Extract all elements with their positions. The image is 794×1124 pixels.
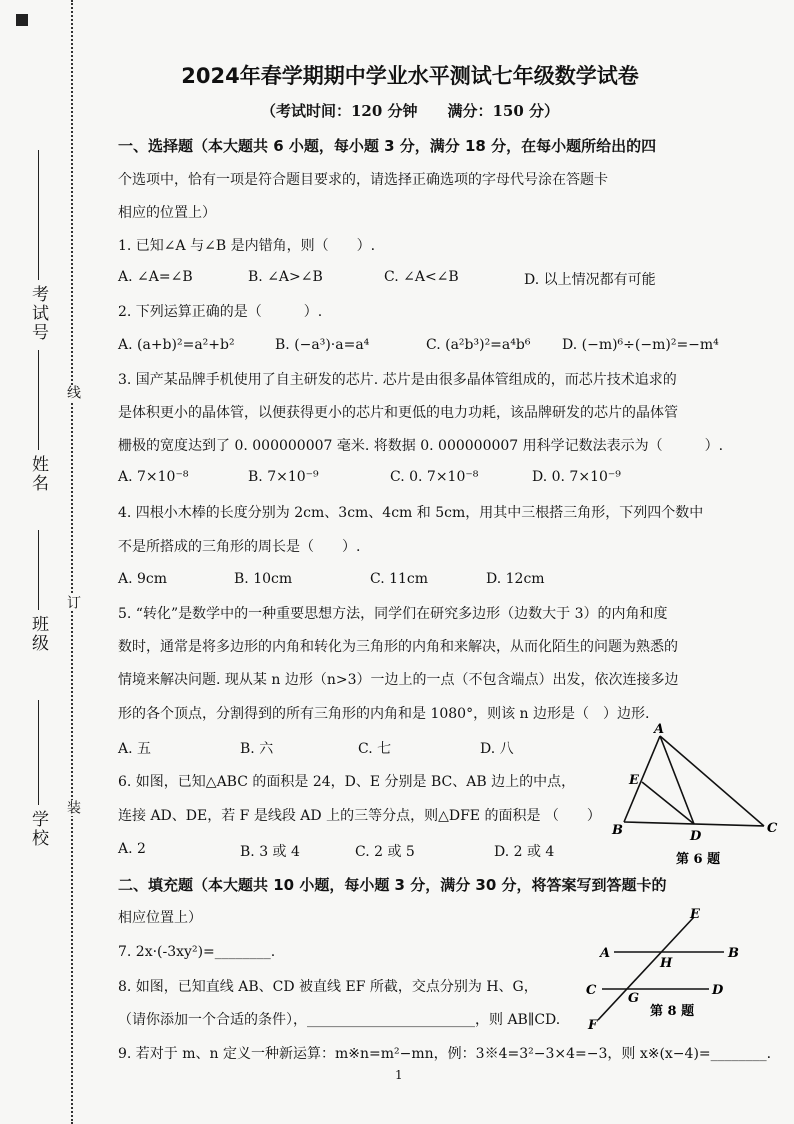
label-c: C xyxy=(767,821,778,836)
q1-option-d: D. 以上情况都有可能 xyxy=(524,272,656,288)
exam-title: 2024年春学期期中学业水平测试七年级数学试卷 xyxy=(181,64,639,88)
q1-stem: 1. 已知∠A 与∠B 是内错角，则（ ）. xyxy=(118,238,376,254)
school-blank xyxy=(38,700,39,805)
q8-figure-caption: 第 8 题 xyxy=(650,1004,695,1019)
label-a: A xyxy=(600,946,611,961)
q6-option-b: B. 3 或 4 xyxy=(240,844,300,860)
q5-text: 情境来解决问题. 现从某 n 边形（n>3）一边上的一点（不包含端点）出发，依次连接多边 xyxy=(118,672,679,688)
segment-ac xyxy=(660,736,764,826)
section2-text: 相应位置上） xyxy=(118,910,202,926)
exam-no-blank xyxy=(38,150,39,280)
label-b: B xyxy=(728,946,739,961)
q6-text: 6. 如图，已知△ABC 的面积是 24，D、E 分别是 BC、AB 边上的中点， xyxy=(118,774,576,790)
section1-text: 相应的位置上） xyxy=(118,205,216,221)
q1-option-c: C. ∠A<∠B xyxy=(384,269,459,285)
q5-option-d: D. 八 xyxy=(480,741,514,757)
q6-option-d: D. 2 或 4 xyxy=(494,844,555,860)
school-label: 学校 xyxy=(28,810,48,848)
label-g: G xyxy=(628,991,640,1006)
q3-option-a: A. 7×10⁻⁸ xyxy=(118,469,189,485)
corner-marker xyxy=(16,14,28,26)
cut-mark-xian: 线 xyxy=(65,385,81,401)
q2-option-b: B. (−a³)·a=a⁴ xyxy=(275,337,370,353)
q6-option-c: C. 2 或 5 xyxy=(355,844,415,860)
label-h: H xyxy=(660,956,673,971)
q8-text: 8. 如图，已知直线 AB、CD 被直线 EF 所截，交点分别为 H、G， xyxy=(118,979,538,995)
class-blank xyxy=(38,530,39,610)
q9-stem: 9. 若对于 m、n 定义一种新运算：m※n=m²−mn，例：3※4=3²−3×4=−3，则 x※(x−4)=________. xyxy=(118,1046,772,1062)
q5-option-a: A. 五 xyxy=(118,741,152,757)
section1-heading: 一、选择题（本大题共 6 小题，每小题 3 分，满分 18 分，在每小题所给出的四 xyxy=(118,137,657,155)
label-d: D xyxy=(690,829,702,844)
q8-parallel-lines-figure xyxy=(584,905,754,1035)
q3-option-c: C. 0. 7×10⁻⁸ xyxy=(390,469,479,485)
q5-text: 数时，通常是将多边形的内角和转化为三角形的内角和来解决，从而化陌生的问题为熟悉的 xyxy=(118,639,678,655)
q5-option-c: C. 七 xyxy=(358,741,392,757)
q4-option-c: C. 11cm xyxy=(370,571,429,587)
q2-option-c: C. (a²b³)²=a⁴b⁶ xyxy=(426,337,531,353)
label-d: D xyxy=(712,983,724,998)
q8-text: （请你添加一个合适的条件），________________________，则 AB∥CD. xyxy=(118,1012,561,1028)
q5-option-b: B. 六 xyxy=(240,741,274,757)
cut-mark-ding: 订 xyxy=(65,595,81,611)
q1-option-a: A. ∠A=∠B xyxy=(118,269,193,285)
binding-dotted-line xyxy=(71,0,73,1124)
name-blank xyxy=(38,350,39,450)
cut-mark-zhuang: 装 xyxy=(65,800,81,816)
exam-no-label: 考试号 xyxy=(28,285,48,342)
section1-text: 个选项中，恰有一项是符合题目要求的，请选择正确选项的字母代号涂在答题卡 xyxy=(118,172,608,188)
q2-option-d: D. (−m)⁶÷(−m)²=−m⁴ xyxy=(562,337,719,353)
q1-option-b: B. ∠A>∠B xyxy=(248,269,323,285)
q2-option-a: A. (a+b)²=a²+b² xyxy=(118,337,235,353)
q7-stem: 7. 2x·(-3xy²)=________. xyxy=(118,944,276,960)
name-label: 姓名 xyxy=(28,455,48,493)
q4-text: 不是所搭成的三角形的周长是（ ）. xyxy=(118,539,361,555)
q3-text: 是体积更小的晶体管，以便获得更小的芯片和更低的电力功耗，该品牌研发的芯片的晶体管 xyxy=(118,405,678,421)
label-e: E xyxy=(629,773,639,788)
label-c: C xyxy=(586,983,597,998)
q5-text: 形的各个顶点，分割得到的所有三角形的内角和是 1080°，则该 n 边形是（ ）边形. xyxy=(118,706,650,722)
q3-text: 3. 国产某品牌手机使用了自主研发的芯片. 芯片是由很多晶体管组成的，而芯片技术追求的 xyxy=(118,372,677,388)
exam-subtitle: （考试时间：120 分钟 满分：150 分） xyxy=(260,102,560,120)
q3-option-d: D. 0. 7×10⁻⁹ xyxy=(532,469,621,485)
label-e: E xyxy=(690,907,700,922)
page-number: 1 xyxy=(395,1068,403,1082)
section2-heading: 二、填充题（本大题共 10 小题，每小题 3 分，满分 30 分，将答案写到答题卡的 xyxy=(118,876,667,894)
q4-option-b: B. 10cm xyxy=(234,571,293,587)
q6-figure-caption: 第 6 题 xyxy=(676,852,721,867)
label-a: A xyxy=(654,722,665,737)
q3-option-b: B. 7×10⁻⁹ xyxy=(248,469,319,485)
class-label: 班级 xyxy=(28,615,48,653)
q4-text: 4. 四根小木棒的长度分别为 2cm、3cm、4cm 和 5cm，用其中三根搭三角形，下列四个数中 xyxy=(118,505,704,521)
q6-option-a: A. 2 xyxy=(118,841,146,857)
label-f: F xyxy=(588,1018,598,1033)
q5-text: 5. “转化”是数学中的一种重要思想方法，同学们在研究多边形（边数大于 3）的内角和度 xyxy=(118,606,668,622)
q6-text: 连接 AD、DE，若 F 是线段 AD 上的三等分点，则△DFE 的面积是 （ ） xyxy=(118,808,601,824)
q3-text: 栅极的宽度达到了 0. 000000007 毫米. 将数据 0. 000000007 用科学记数法表示为（ ）. xyxy=(118,438,724,454)
q4-option-a: A. 9cm xyxy=(118,571,168,587)
q2-stem: 2. 下列运算正确的是（ ）. xyxy=(118,304,323,320)
q6-triangle-figure xyxy=(604,722,784,872)
q4-option-d: D. 12cm xyxy=(486,571,545,587)
label-b: B xyxy=(612,823,623,838)
